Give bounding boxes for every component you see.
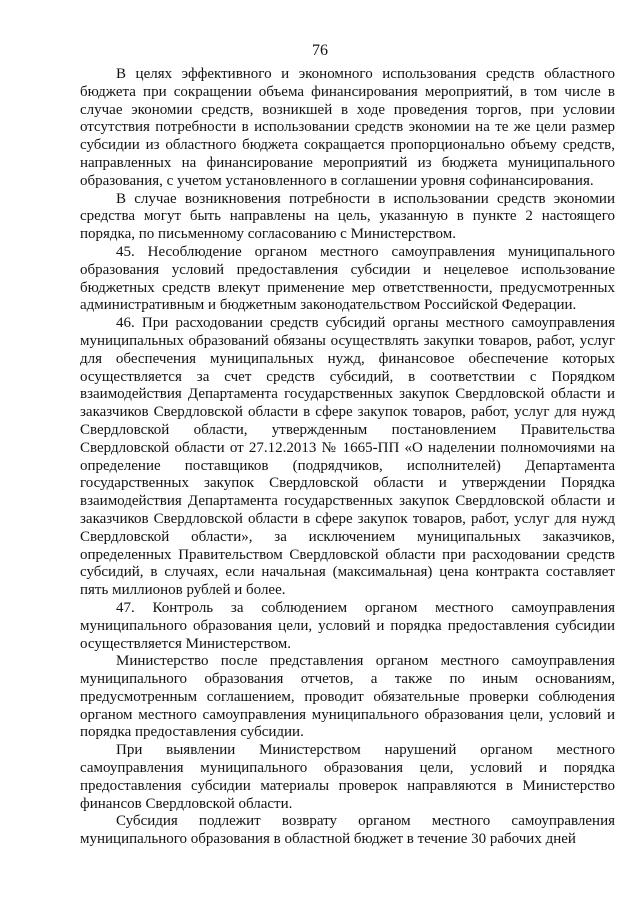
paragraph-47-control: 47. Контроль за соблюдением органом местного самоуправления муниципального образования цели, условий и порядка предоставления субсидии осуществляется Министерством. xyxy=(80,599,615,652)
paragraph-45-noncompliance: 45. Несоблюдение органом местного самоуправления муниципального образования условий предоставления субсидии и нецелевое использование бюджетных средств влекут применение мер ответственности, предусмотренных административным и бюджетным законодательством Российской Федерации. xyxy=(80,243,615,314)
paragraph-budget-savings: В целях эффективного и экономного использования средств областного бюджета при сокращении объема финансирования мероприятий, в том числе в случае экономии средств, возникшей в ходе проведения торгов, при условии отсутствия потребности в использовании средств экономии на те же цели размер субсидии из областного бюджета сокращается пропорционально объему средств, направленных на финансирование мероприятий из бюджета муниципального образования, с учетом установленного в соглашении уровня софинансирования. xyxy=(80,66,615,189)
document-body xyxy=(80,66,615,849)
page-number: 76 xyxy=(312,42,328,59)
paragraph-46-procurement: 46. При расходовании средств субсидий органы местного самоуправления муниципальных образований обязаны осуществлять закупки товаров, работ, услуг для обеспечения муниципальных нужд, финансовое обеспечение которых осуществляется за счет средств субсидий, в соответствии с Порядком взаимодействия Департамента государственных закупок Свердловской области и заказчиков Свердловской области в сфере закупок товаров, работ, услуг для нужд Свердловской области, утвержденным постановлением Правительства Свердловской области от 27.12.2013 № 1665-ПП «О наделении полномочиями на определение поставщиков (подрядчиков, исполнителей) Департамента государственных закупок Свердловской области и утверждении Порядка взаимодействия Департамента государственных закупок Свердловской области и заказчиков Свердловской области в сфере закупок товаров, работ, услуг для нужд Свердловской области», за исключением муниципальных заказчиков, определенных Правительством Свердловской области при расходовании средств субсидий, в случаях, если начальная (максимальная) цена контракта составляет пять миллионов рублей и более. xyxy=(80,315,615,599)
paragraph-subsidy-return: Субсидия подлежит возврату органом местного самоуправления муниципального образования в областной бюджет в течение 30 рабочих дней xyxy=(80,813,615,848)
paragraph-violations: При выявлении Министерством нарушений органом местного самоуправления муниципального образования цели, условий и порядка предоставления субсидии материалы проверок направляются в Министерство финансов Свердловской области. xyxy=(80,742,615,812)
paragraph-savings-usage: В случае возникновения потребности в использовании средств экономии средства могут быть направлены на цель, указанную в пункте 2 настоящего порядка, по письменному согласованию с Министерством. xyxy=(80,190,615,243)
paragraph-ministry-inspections: Министерство после представления органом местного самоуправления муниципального образования отчетов, а также по иным основаниям, предусмотренным соглашением, проводит обязательные проверки соблюдения органом местного самоуправления муниципального образования цели, условий и порядка предоставления субсидии. xyxy=(80,653,615,741)
